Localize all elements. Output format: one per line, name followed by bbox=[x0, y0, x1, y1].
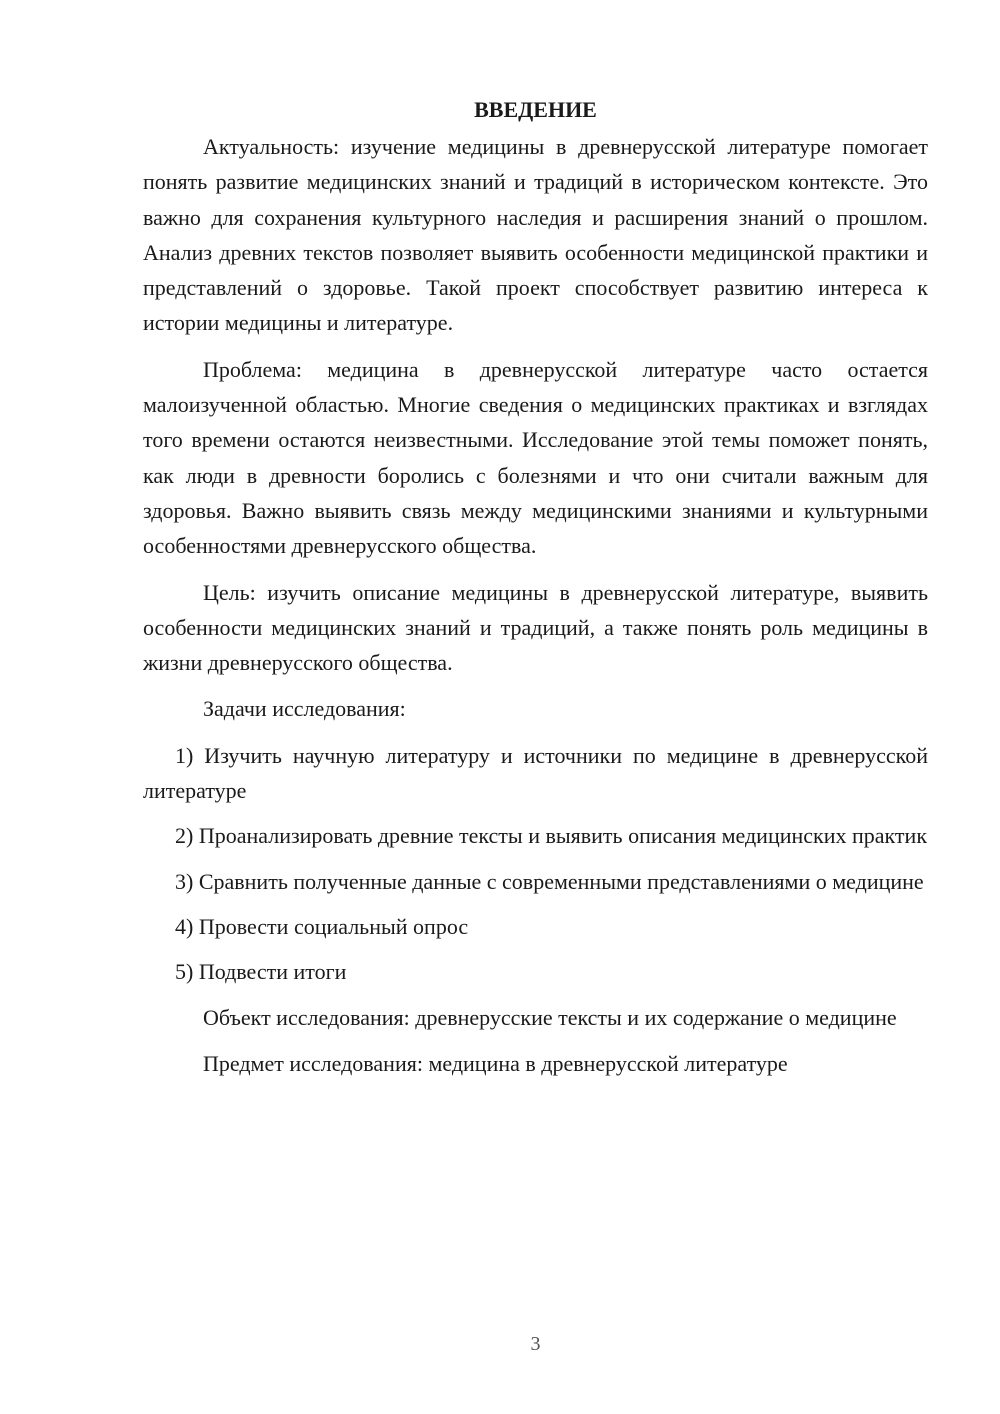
list-item: 5) Подвести итоги bbox=[175, 959, 347, 985]
tasks-list bbox=[143, 738, 928, 990]
list-item: 1) Изучить научную литературу и источники по медицине в древнерусской литературе bbox=[143, 742, 928, 804]
paragraph-subject: Предмет исследования: медицина в древнерусской литературе bbox=[203, 1050, 788, 1076]
page-number: 3 bbox=[530, 1333, 541, 1355]
paragraph-relevance: Актуальность: изучение медицины в древнерусской литературе помогает понять развитие медицинских знаний и традиций в историческом контексте. Это важно для сохранения культурного наследия и расширения знаний о прошлом. Анализ древних текстов позволяет выявить особенности медицинской практики и представлений о здоровье. Такой проект способствует развитию интереса к истории медицины и литературе. bbox=[143, 134, 928, 336]
list-item: 4) Провести социальный опрос bbox=[175, 913, 469, 939]
list-item: 2) Проанализировать древние тексты и выявить описания медицинских практик bbox=[175, 823, 928, 849]
list-item: 3) Сравнить полученные данные с современными представлениями о медицине bbox=[175, 868, 924, 894]
paragraph-goal: Цель: изучить описание медицины в древнерусской литературе, выявить особенности медицинских знаний и традиций, а также понять роль медицины в жизни древнерусского общества. bbox=[143, 579, 928, 676]
paragraph-problem: Проблема: медицина в древнерусской литературе часто остается малоизученной областью. Многие сведения о медицинских практиках и взглядах того времени остаются неизвестными. Исследование этой темы поможет понять, как люди в древности боролись с болезнями и что они считали важным для здоровья. Важно выявить связь между медицинскими знаниями и культурными особенностями древнерусского общества. bbox=[143, 356, 928, 559]
document-title: ВВЕДЕНИЕ bbox=[474, 97, 597, 122]
document-page bbox=[143, 92, 928, 1081]
tasks-heading: Задачи исследования: bbox=[203, 696, 406, 722]
paragraph-object: Объект исследования: древнерусские тексты и их содержание о медицине bbox=[203, 1004, 897, 1030]
